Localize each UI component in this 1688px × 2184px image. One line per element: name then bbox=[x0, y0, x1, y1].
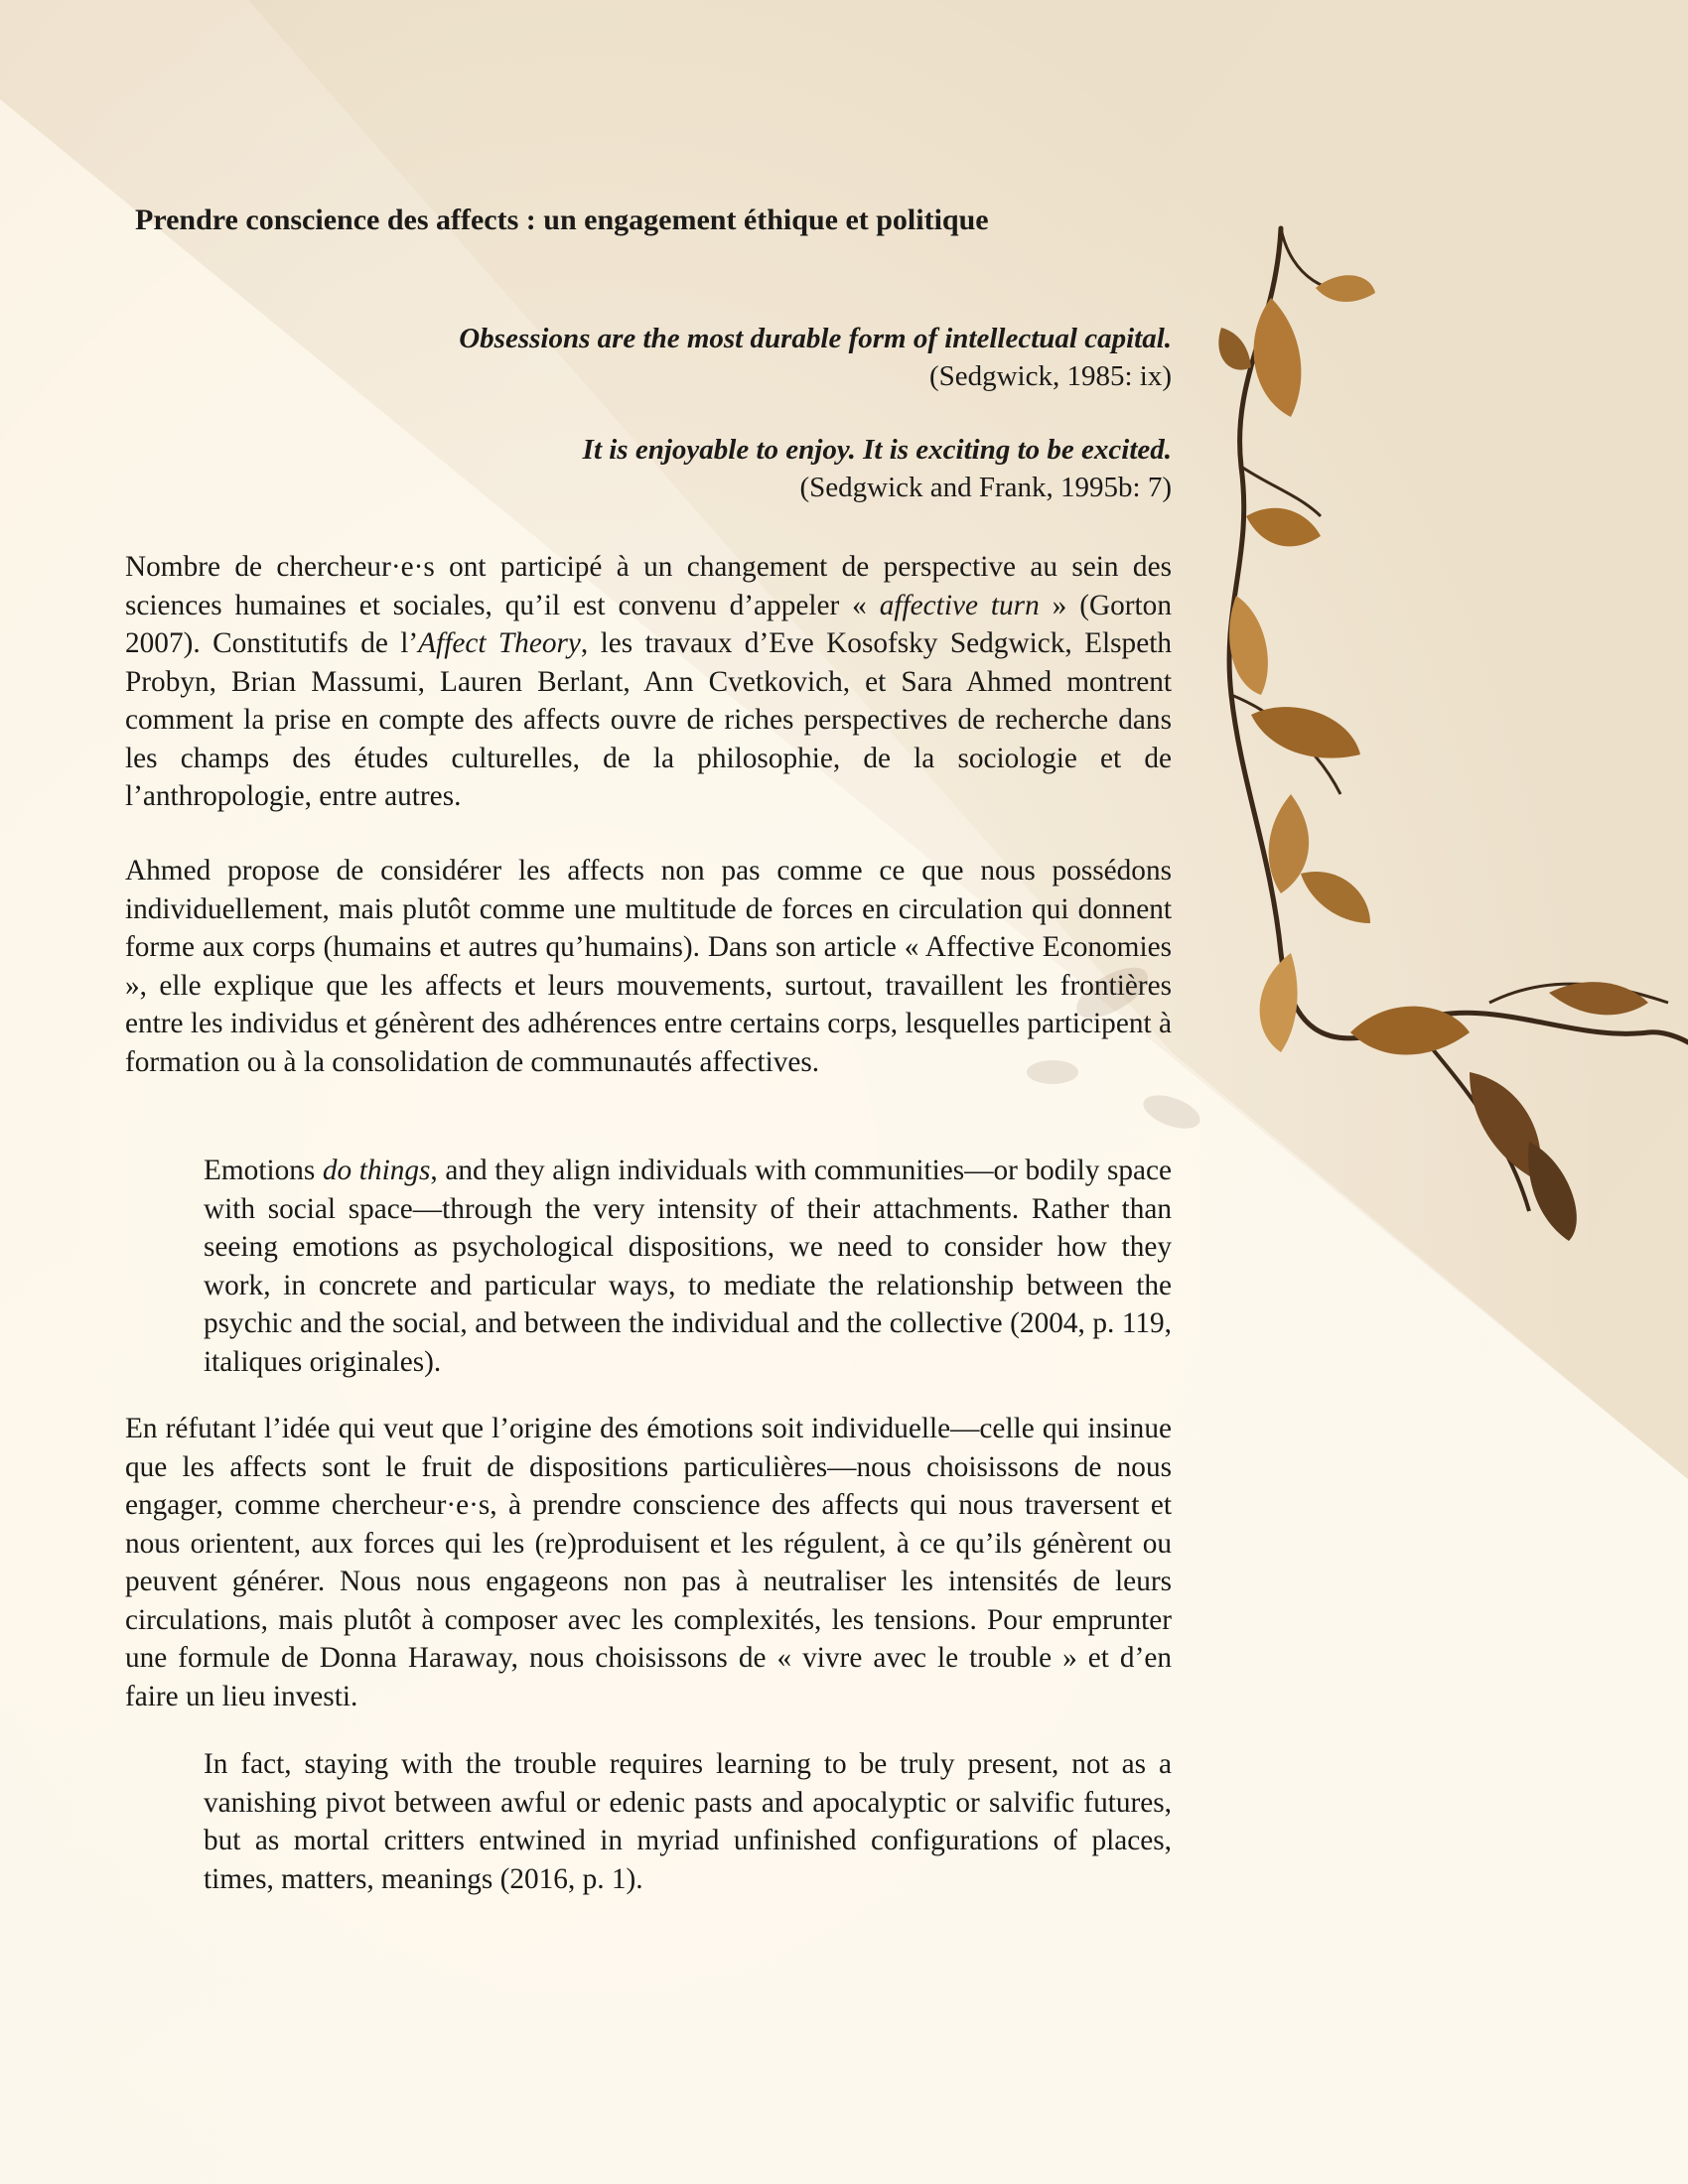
epigraph bbox=[278, 431, 1172, 506]
body-paragraph: En réfutant l’idée qui veut que l’origine des émotions soit individuelle—celle qui insinue que les affects sont le fruit de dispositions particulières—nous choisissons de nous engager, comme chercheur·e·s, à prendre conscience des affects qui nous traversent et nous orientent, aux forces qui les (re)produisent et les régulent, à ce qu’ils génèrent ou peuvent générer. Nous nous engageons non pas à neutraliser les intensités de leurs circulations, mais plutôt à composer avec les complexités, les tensions. Pour emprunter une formule de Donna Haraway, nous choisissons de « vivre avec le trouble » et d’en faire un lieu investi. bbox=[125, 1413, 1172, 1712]
text-run: Emotions bbox=[204, 1155, 323, 1186]
text-run: , les travaux d’Eve Kosofsky Sedgwick, Elspeth Probyn, Brian Massumi, Lauren Berlant, Ann Cvetkovich, et Sara Ahmed montrent comment la prise en compte des affects ouvre de riches perspectives de recherche dans les champs des études culturelles, de la philosophie, de la sociologie et de l’anthropologie, entre autres. bbox=[125, 627, 1172, 812]
body-paragraph bbox=[125, 548, 1172, 816]
text-run: , and they align individuals with communities—or bodily space with social space—through the very intensity of their attachments. Rather than seeing emotions as psychological dispositions, we need to consider how they work, in concrete and particular ways, to mediate the relationship between the psychic and the social, and between the individual and the collective (2004, p. 119, italiques originales). bbox=[204, 1155, 1173, 1378]
page-title: Prendre conscience des affects : un engagement éthique et politique bbox=[135, 204, 989, 236]
epigraph-citation: (Sedgwick, 1985: ix) bbox=[928, 360, 1172, 392]
italic-term: Affect Theory bbox=[418, 627, 581, 659]
epigraph-citation: (Sedgwick and Frank, 1995b: 7) bbox=[799, 472, 1172, 503]
text-run: » (Gorton 2007). Constitutifs de l’ bbox=[125, 589, 1172, 659]
text-run: Nombre de chercheur·e·s ont participé à un changement de perspective au sein des sciences humaines et sociales, qu’il est convenu d’appeler « bbox=[125, 551, 1172, 621]
italic-term: do things bbox=[322, 1155, 431, 1186]
epigraph-quote: It is enjoyable to enjoy. It is exciting to be excited. bbox=[582, 434, 1172, 466]
italic-term: affective turn bbox=[879, 589, 1040, 621]
block-quote bbox=[204, 1152, 1172, 1381]
block-quote: In fact, staying with the trouble requires learning to be truly present, not as a vanishing pivot between awful or edenic pasts and apocalyptic or salvific futures, but as mortal critters entwined in myriad unfinished configurations of places, times, matters, meanings (2016, p. 1). bbox=[204, 1748, 1172, 1895]
epigraph bbox=[278, 320, 1172, 395]
body-paragraph: Ahmed propose de considérer les affects non pas comme ce que nous possédons individuellement, mais plutôt comme une multitude de forces en circulation qui donnent forme aux corps (humains et autres qu’humains). Dans son article « Affective Economies », elle explique que les affects et leurs mouvements, surtout, travaillent les frontières entre les individus et génèrent des adhérences entre certains corps, lesquelles participent à formation ou à la consolidation de communautés affectives. bbox=[125, 855, 1172, 1078]
epigraph-quote: Obsessions are the most durable form of intellectual capital. bbox=[459, 323, 1172, 354]
